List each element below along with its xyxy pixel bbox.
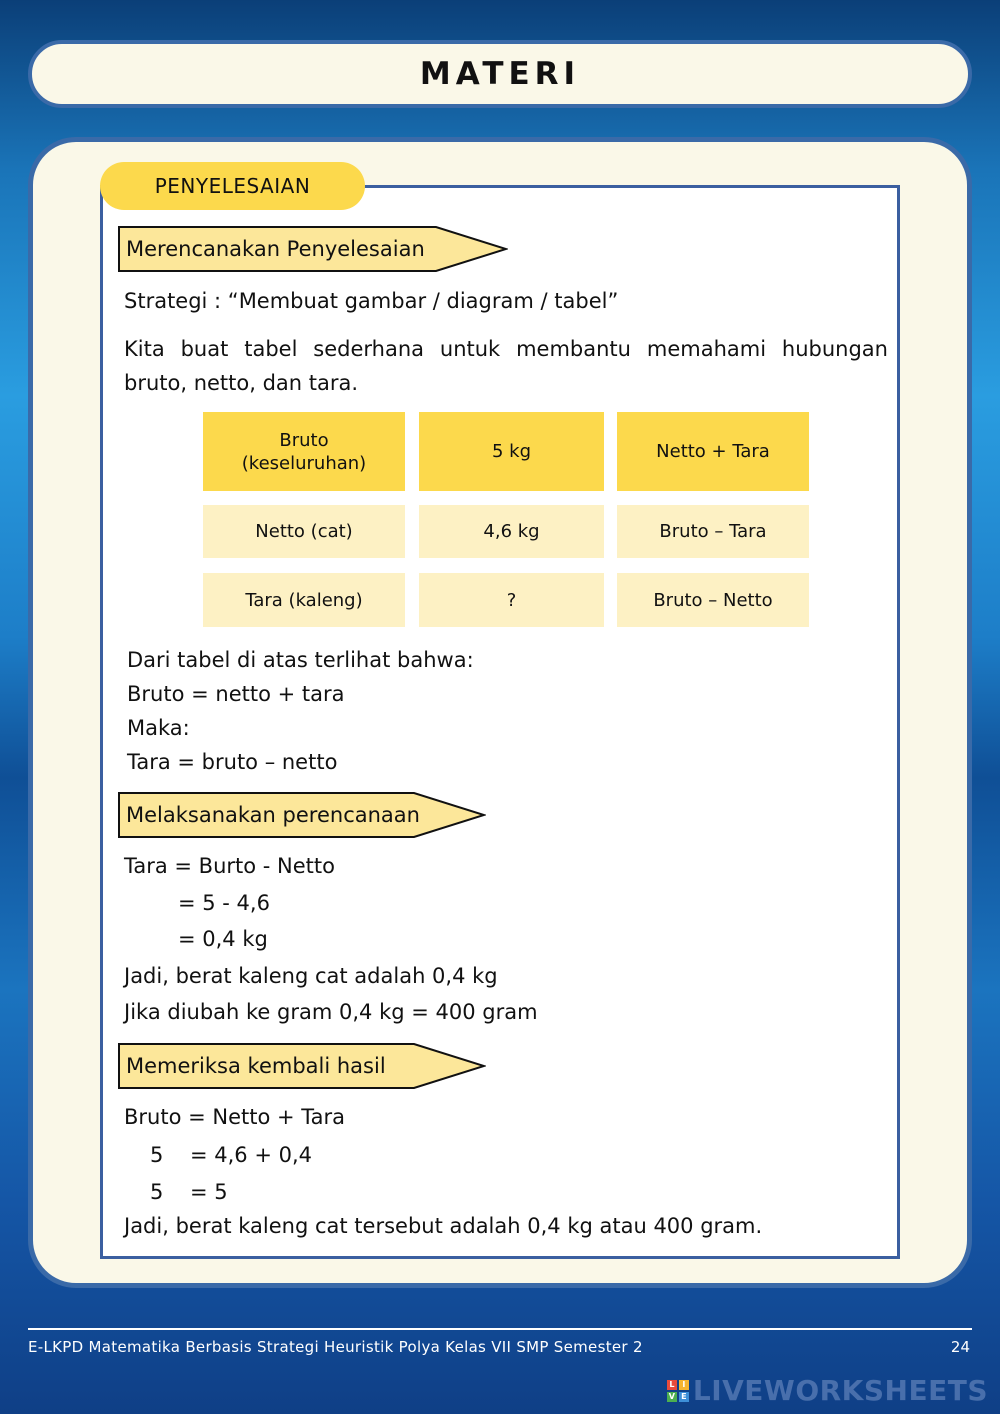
- table-cell: 4,6 kg: [419, 505, 604, 558]
- execution-line: = 5 - 4,6: [178, 891, 270, 915]
- execution-line: Tara = Burto - Netto: [124, 854, 335, 878]
- logo-letter: V: [668, 1392, 675, 1401]
- review-conclusion: Jadi, berat kaleng cat tersebut adalah 0,4 kg atau 400 gram.: [124, 1214, 763, 1238]
- observation-line: Maka:: [127, 716, 190, 740]
- footer-divider: [28, 1328, 972, 1330]
- liveworksheets-watermark: [667, 1374, 988, 1407]
- logo-letter: L: [667, 1380, 677, 1390]
- step-review-banner: [118, 1043, 486, 1089]
- table-cell: Netto (cat): [203, 505, 405, 558]
- step-plan-banner: [118, 226, 508, 272]
- table-cell: Netto + Tara: [617, 412, 809, 491]
- review-formula: Bruto = Netto + Tara: [124, 1105, 345, 1129]
- page-title: MATERI: [419, 56, 581, 92]
- review-value: = 5: [190, 1180, 228, 1204]
- table-cell: Bruto – Tara: [617, 505, 809, 558]
- table-cell: Bruto – Netto: [617, 573, 809, 627]
- table-cell: ?: [419, 573, 604, 627]
- section-tag: PENYELESAIAN: [100, 162, 365, 210]
- strategy-text: Strategi : “Membuat gambar / diagram / tabel”: [124, 289, 619, 313]
- liveworksheets-logo-icon: [667, 1380, 689, 1402]
- execution-line: Jadi, berat kaleng cat adalah 0,4 kg: [124, 964, 498, 988]
- observation-line: Bruto = netto + tara: [127, 682, 345, 706]
- execution-line: = 0,4 kg: [178, 927, 268, 951]
- step-plan-label: Merencanakan Penyelesaian: [126, 237, 425, 261]
- step-execute-banner: [118, 792, 486, 838]
- title-bar: [28, 40, 972, 108]
- observation-line: Dari tabel di atas terlihat bahwa:: [127, 648, 474, 672]
- execution-line: Jika diubah ke gram 0,4 kg = 400 gram: [124, 1000, 538, 1024]
- footer-text: E-LKPD Matematika Berbasis Strategi Heuristik Polya Kelas VII SMP Semester 2: [28, 1338, 643, 1356]
- liveworksheets-brand: LIVEWORKSHEETS: [692, 1374, 988, 1407]
- observation-line: Tara = bruto – netto: [127, 750, 338, 774]
- review-value: = 4,6 + 0,4: [190, 1143, 313, 1167]
- intro-text: Kita buat tabel sederhana untuk membantu memahami hubungan bruto, netto, dan tara.: [124, 337, 888, 395]
- review-value: 5: [150, 1143, 164, 1167]
- page-number: 24: [950, 1338, 970, 1356]
- review-value: 5: [150, 1180, 164, 1204]
- step-review-label: Memeriksa kembali hasil: [126, 1054, 386, 1078]
- step-execute-label: Melaksanakan perencanaan: [126, 803, 420, 827]
- table-cell: 5 kg: [419, 412, 604, 491]
- table-cell: Bruto (keseluruhan): [203, 412, 405, 491]
- logo-letter: E: [679, 1392, 689, 1402]
- table-cell: Tara (kaleng): [203, 573, 405, 627]
- logo-letter: I: [679, 1380, 689, 1390]
